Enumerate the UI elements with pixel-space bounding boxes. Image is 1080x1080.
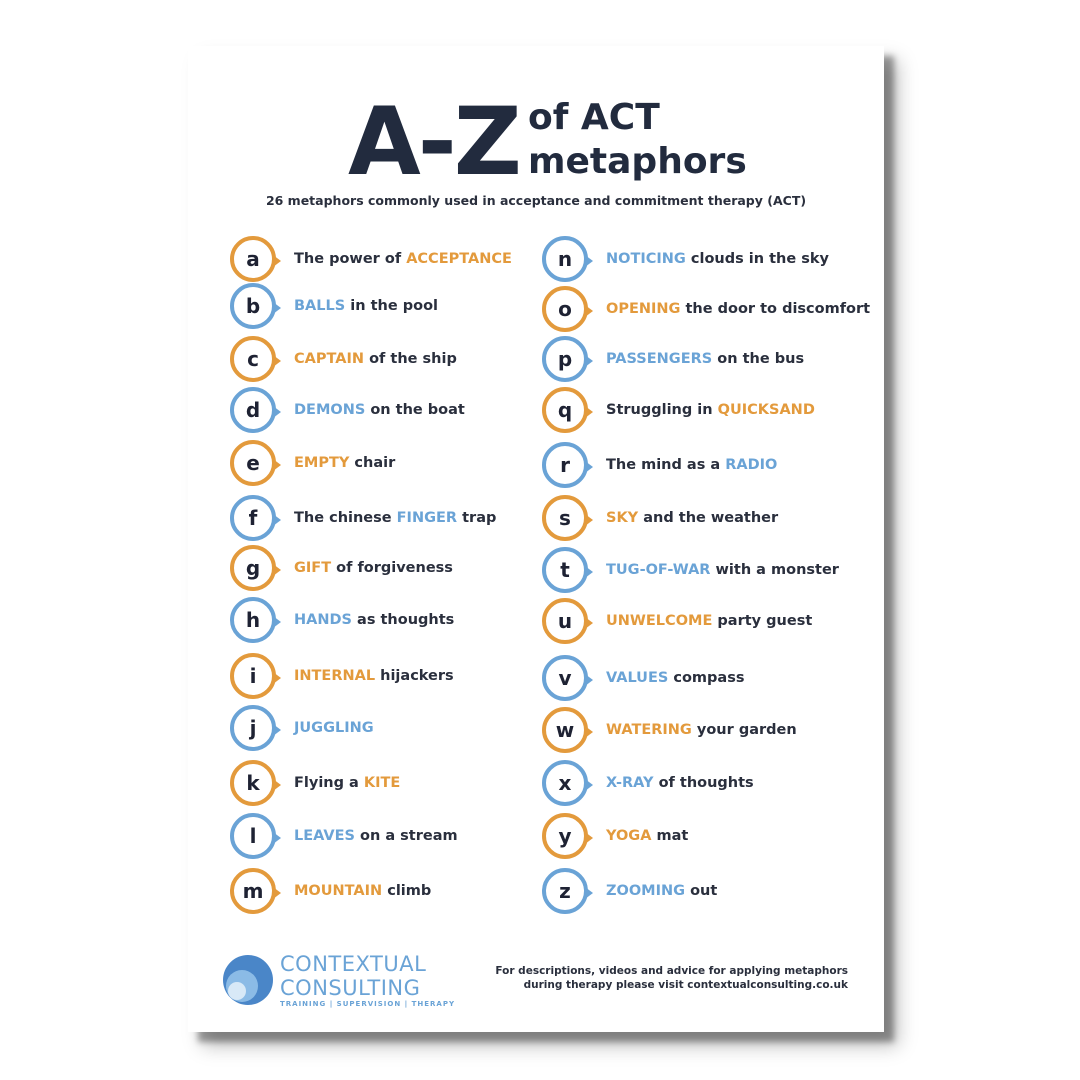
metaphor-item-y xyxy=(542,813,688,859)
metaphor-label xyxy=(294,455,395,471)
badge-letter: b xyxy=(245,294,261,318)
badge-letter: o xyxy=(558,297,572,321)
metaphor-keyword: VALUES xyxy=(606,670,669,686)
metaphor-label xyxy=(606,402,815,418)
metaphor-label xyxy=(294,560,453,576)
contextual-consulting-logo xyxy=(222,950,482,1014)
letter-badge xyxy=(542,598,588,644)
letter-badge xyxy=(542,236,588,282)
badge-letter: e xyxy=(246,451,260,475)
metaphor-item-o xyxy=(542,286,870,332)
metaphor-text: climb xyxy=(382,883,432,899)
metaphor-text: The chinese xyxy=(294,510,397,526)
letter-badge xyxy=(230,440,276,486)
metaphor-item-w xyxy=(542,707,797,753)
metaphor-keyword: INTERNAL xyxy=(294,668,376,684)
metaphor-text: The power of xyxy=(294,251,407,267)
letter-badge xyxy=(542,655,588,701)
metaphor-label xyxy=(294,251,512,267)
letter-badge xyxy=(542,760,588,806)
metaphor-item-a xyxy=(230,236,512,282)
poster-sheet xyxy=(188,46,884,1032)
metaphor-keyword: SKY xyxy=(606,510,639,526)
badge-letter: h xyxy=(245,608,261,632)
metaphor-item-b xyxy=(230,283,438,329)
metaphor-item-f xyxy=(230,495,496,541)
metaphor-item-s xyxy=(542,495,778,541)
speech-tail-icon xyxy=(585,832,593,844)
badge-letter: d xyxy=(245,398,261,422)
badge-letter: k xyxy=(246,771,260,795)
letter-badge xyxy=(230,236,276,282)
letter-badge xyxy=(230,495,276,541)
badge-letter: l xyxy=(249,824,257,848)
metaphor-label xyxy=(606,670,744,686)
letter-badge xyxy=(230,387,276,433)
badge-letter: u xyxy=(557,609,573,633)
metaphor-text: with a monster xyxy=(710,562,839,578)
metaphor-keyword: ACCEPTANCE xyxy=(406,251,512,267)
metaphor-keyword: ZOOMING xyxy=(606,883,686,899)
logo-line-1: CONTEXTUAL xyxy=(280,952,427,976)
metaphor-text: and the weather xyxy=(638,510,779,526)
metaphor-item-j xyxy=(230,705,374,751)
metaphor-label xyxy=(606,722,797,738)
metaphor-item-n xyxy=(542,236,829,282)
metaphor-keyword: NOTICING xyxy=(606,251,686,267)
metaphor-item-z xyxy=(542,868,717,914)
badge-letter: v xyxy=(558,666,572,690)
metaphor-item-g xyxy=(230,545,453,591)
logo-tagline: TRAINING | SUPERVISION | THERAPY xyxy=(280,1000,456,1008)
metaphor-label xyxy=(294,402,465,418)
badge-letter: i xyxy=(249,664,257,688)
badge-letter: f xyxy=(248,506,258,530)
metaphor-text: in the pool xyxy=(345,298,439,314)
metaphor-keyword: WATERING xyxy=(606,722,692,738)
metaphor-item-q xyxy=(542,387,815,433)
speech-tail-icon xyxy=(585,887,593,899)
metaphor-label xyxy=(294,351,457,367)
metaphor-keyword: CAPTAIN xyxy=(294,351,365,367)
metaphor-label xyxy=(294,668,454,684)
speech-tail-icon xyxy=(273,616,281,628)
metaphor-text: of the ship xyxy=(364,351,457,367)
metaphor-item-d xyxy=(230,387,465,433)
letter-badge xyxy=(542,495,588,541)
metaphor-text: of forgiveness xyxy=(331,560,453,576)
speech-tail-icon xyxy=(585,674,593,686)
badge-letter: c xyxy=(247,347,259,371)
speech-tail-icon xyxy=(585,355,593,367)
metaphor-keyword: BALLS xyxy=(294,298,346,314)
metaphor-item-t xyxy=(542,547,839,593)
metaphor-text: chair xyxy=(349,455,396,471)
letter-badge xyxy=(230,283,276,329)
metaphor-label xyxy=(294,510,496,526)
metaphor-text: The mind as a xyxy=(606,457,726,473)
metaphor-item-k xyxy=(230,760,400,806)
letter-badge xyxy=(230,653,276,699)
metaphor-label xyxy=(294,720,374,736)
letter-badge xyxy=(230,813,276,859)
metaphor-keyword: QUICKSAND xyxy=(717,402,815,418)
speech-tail-icon xyxy=(273,832,281,844)
metaphor-text: out xyxy=(685,883,718,899)
metaphor-label xyxy=(606,883,717,899)
letter-badge xyxy=(230,545,276,591)
metaphor-item-x xyxy=(542,760,754,806)
metaphor-keyword: FINGER xyxy=(396,510,458,526)
badge-letter: g xyxy=(245,556,261,580)
metaphor-label xyxy=(606,828,688,844)
metaphor-keyword: PASSENGERS xyxy=(606,351,713,367)
speech-tail-icon xyxy=(585,617,593,629)
metaphor-item-v xyxy=(542,655,744,701)
speech-tail-icon xyxy=(273,255,281,267)
metaphor-keyword: MOUNTAIN xyxy=(294,883,383,899)
metaphor-item-h xyxy=(230,597,454,643)
metaphor-label xyxy=(294,828,458,844)
metaphor-text: your garden xyxy=(691,722,797,738)
metaphor-keyword: HANDS xyxy=(294,612,352,628)
badge-letter: m xyxy=(242,879,264,903)
metaphor-text: trap xyxy=(457,510,497,526)
badge-letter: x xyxy=(558,771,572,795)
metaphor-keyword: RADIO xyxy=(725,457,778,473)
metaphor-text: mat xyxy=(651,828,689,844)
badge-letter: w xyxy=(555,718,575,742)
letter-badge xyxy=(230,760,276,806)
speech-tail-icon xyxy=(273,887,281,899)
logo-circles-icon xyxy=(222,954,274,1006)
metaphor-keyword: LEAVES xyxy=(294,828,355,844)
metaphor-label xyxy=(294,298,438,314)
speech-tail-icon xyxy=(273,779,281,791)
metaphor-text: on the bus xyxy=(712,351,805,367)
title-az: A-Z xyxy=(348,88,519,197)
metaphor-text: on the boat xyxy=(365,402,465,418)
metaphor-keyword: GIFT xyxy=(294,560,332,576)
badge-letter: r xyxy=(560,453,570,477)
subtitle: 26 metaphors commonly used in acceptance and commitment therapy (ACT) xyxy=(265,193,807,208)
metaphor-text: on a stream xyxy=(354,828,458,844)
metaphor-label xyxy=(606,351,804,367)
metaphor-item-m xyxy=(230,868,431,914)
logo-line-2: CONSULTING xyxy=(280,976,421,1000)
badge-letter: a xyxy=(246,247,260,271)
metaphor-text: of thoughts xyxy=(653,775,754,791)
metaphor-item-r xyxy=(542,442,777,488)
metaphor-keyword: OPENING xyxy=(606,301,681,317)
metaphor-text: the door to discomfort xyxy=(680,301,871,317)
footer-note xyxy=(495,964,848,992)
metaphor-keyword: TUG-OF-WAR xyxy=(606,562,711,578)
speech-tail-icon xyxy=(273,514,281,526)
badge-letter: n xyxy=(557,247,573,271)
letter-badge xyxy=(230,597,276,643)
badge-letter: p xyxy=(557,347,573,371)
letter-badge xyxy=(542,547,588,593)
badge-letter: j xyxy=(249,716,257,740)
letter-badge xyxy=(542,336,588,382)
badge-letter: s xyxy=(559,506,571,530)
metaphor-keyword: KITE xyxy=(363,775,401,791)
metaphor-keyword: YOGA xyxy=(606,828,652,844)
metaphor-label xyxy=(606,457,777,473)
speech-tail-icon xyxy=(273,406,281,418)
badge-letter: z xyxy=(559,879,571,903)
metaphor-item-l xyxy=(230,813,458,859)
speech-tail-icon xyxy=(585,726,593,738)
footer-line-1: For descriptions, videos and advice for applying metaphors xyxy=(495,965,848,977)
metaphor-item-u xyxy=(542,598,812,644)
badge-letter: q xyxy=(557,398,573,422)
speech-tail-icon xyxy=(585,514,593,526)
speech-tail-icon xyxy=(585,406,593,418)
letter-badge xyxy=(230,705,276,751)
metaphor-label xyxy=(606,301,870,317)
metaphor-label xyxy=(606,613,812,629)
metaphor-keyword: UNWELCOME xyxy=(606,613,713,629)
logo-name xyxy=(280,952,426,1000)
metaphor-item-c xyxy=(230,336,457,382)
title-subheading xyxy=(528,96,747,184)
speech-tail-icon xyxy=(585,305,593,317)
letter-badge xyxy=(542,707,588,753)
speech-tail-icon xyxy=(273,459,281,471)
metaphor-text: hijackers xyxy=(375,668,454,684)
metaphor-text: party guest xyxy=(712,613,813,629)
metaphor-text: compass xyxy=(668,670,745,686)
speech-tail-icon xyxy=(585,779,593,791)
letter-badge xyxy=(542,442,588,488)
speech-tail-icon xyxy=(273,355,281,367)
letter-badge xyxy=(542,813,588,859)
letter-badge xyxy=(230,336,276,382)
metaphor-keyword: X-RAY xyxy=(606,775,654,791)
footer-line-2: during therapy please visit contextualconsulting.co.uk xyxy=(523,979,848,991)
metaphor-label xyxy=(606,562,839,578)
metaphor-item-i xyxy=(230,653,454,699)
metaphor-item-e xyxy=(230,440,395,486)
metaphor-label xyxy=(606,251,829,267)
metaphor-keyword: DEMONS xyxy=(294,402,366,418)
metaphor-keyword: EMPTY xyxy=(294,455,350,471)
speech-tail-icon xyxy=(273,724,281,736)
metaphor-label xyxy=(294,775,400,791)
speech-tail-icon xyxy=(273,672,281,684)
metaphor-label xyxy=(294,883,431,899)
speech-tail-icon xyxy=(585,255,593,267)
speech-tail-icon xyxy=(273,302,281,314)
metaphor-keyword: JUGGLING xyxy=(294,720,374,736)
metaphor-label xyxy=(294,612,454,628)
metaphor-label xyxy=(606,775,754,791)
metaphor-text: Struggling in xyxy=(606,402,718,418)
metaphor-label xyxy=(606,510,778,526)
speech-tail-icon xyxy=(585,566,593,578)
metaphor-text: as thoughts xyxy=(351,612,455,628)
title-line-2: metaphors xyxy=(528,141,747,182)
metaphor-item-p xyxy=(542,336,804,382)
metaphor-text: clouds in the sky xyxy=(685,251,829,267)
speech-tail-icon xyxy=(585,461,593,473)
title-line-1: of ACT xyxy=(528,97,660,138)
letter-badge xyxy=(542,387,588,433)
letter-badge xyxy=(542,868,588,914)
speech-tail-icon xyxy=(273,564,281,576)
metaphor-text: Flying a xyxy=(294,775,364,791)
badge-letter: y xyxy=(558,824,572,848)
badge-letter: t xyxy=(560,558,570,582)
letter-badge xyxy=(230,868,276,914)
letter-badge xyxy=(542,286,588,332)
